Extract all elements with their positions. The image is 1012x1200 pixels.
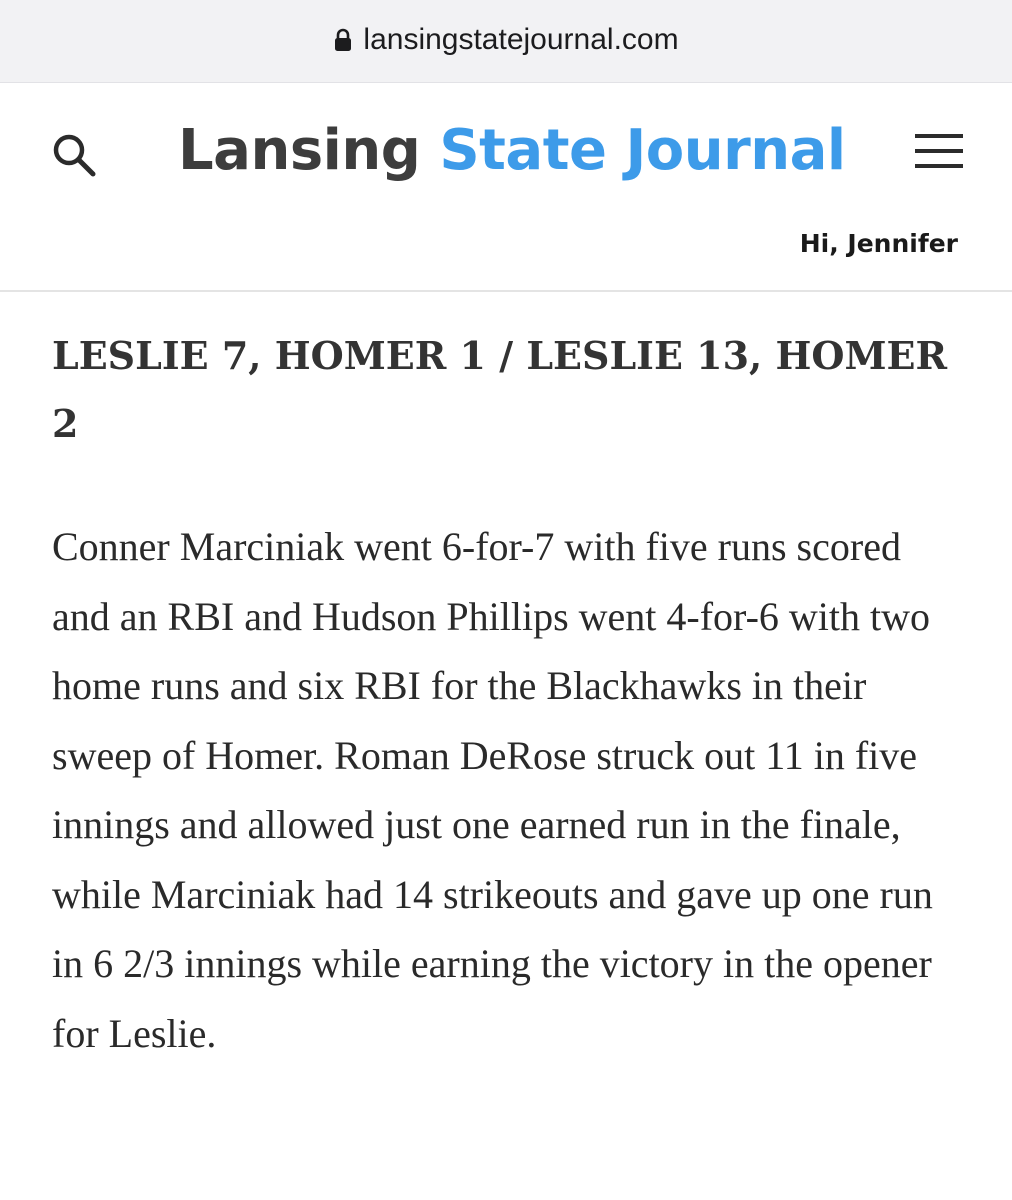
hamburger-menu-icon[interactable]: [914, 131, 964, 171]
url-display[interactable]: [0, 22, 1012, 61]
site-header: [0, 83, 1012, 292]
browser-address-bar[interactable]: [0, 0, 1012, 83]
lock-icon: [333, 25, 353, 61]
site-logo[interactable]: [178, 111, 846, 191]
url-text: lansingstatejournal.com: [363, 23, 679, 56]
logo-state-journal: State Journal: [439, 118, 846, 183]
article-headline: LESLIE 7, HOMER 1 / LESLIE 13, HOMER 2: [52, 333, 948, 446]
article-body: Conner Marciniak went 6-for-7 with five runs scored and an RBI and Hudson Phillips went 4-for-6 with two home runs and six RBI for the Blackhawks in their sweep of Homer. Roman DeRose struck out 11 in five innings and allowed just one earned run in the finale, while Marciniak had 14 strikeouts and gave up one run in 6 2/3 innings while earning the victory in the opener for Leslie.: [52, 524, 933, 1056]
user-greeting[interactable]: Hi, Jennifer: [799, 229, 958, 258]
search-icon[interactable]: [50, 131, 98, 179]
logo-lansing: Lansing: [178, 118, 421, 183]
